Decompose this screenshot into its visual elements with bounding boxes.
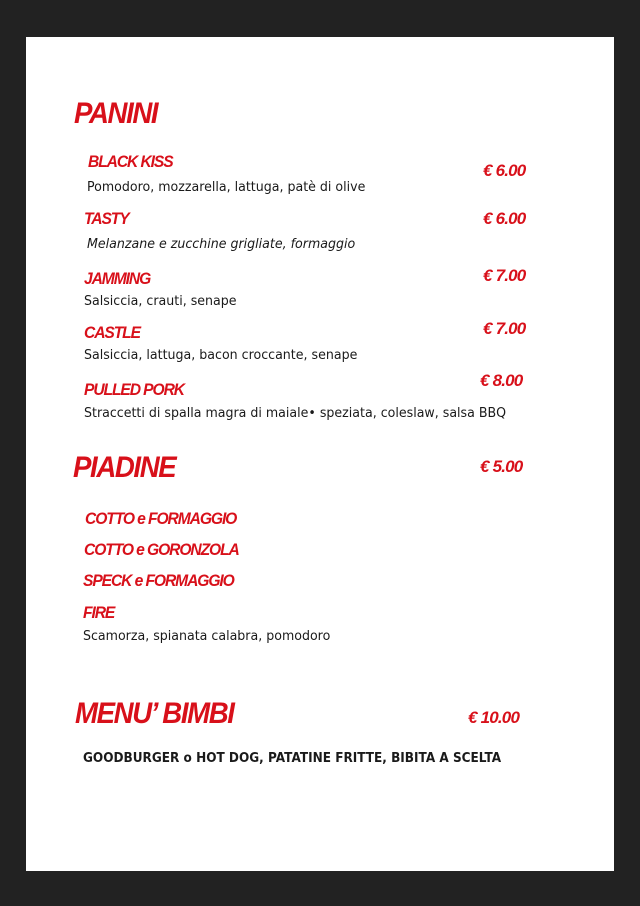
item-price-castle: € 7.00 bbox=[483, 319, 526, 338]
menu-bimbi-price: € 10.00 bbox=[468, 708, 520, 727]
item-name-tasty: TASTY bbox=[84, 209, 129, 228]
item-name-fire: FIRE bbox=[83, 603, 115, 622]
item-desc-black-kiss: Pomodoro, mozzarella, lattuga, patè di olive bbox=[87, 180, 366, 195]
menu-bimbi-desc: GOODBURGER o HOT DOG, PATATINE FRITTE, BIBITA A SCELTA bbox=[83, 751, 502, 766]
item-desc-fire: Scamorza, spianata calabra, pomodoro bbox=[83, 629, 331, 644]
item-desc-tasty: Melanzane e zucchine grigliate, formaggio bbox=[87, 237, 356, 252]
section-title-piadine: PIADINE bbox=[73, 451, 176, 484]
item-name-cotto-goronzola: COTTO e GORONZOLA bbox=[84, 540, 239, 559]
item-price-tasty: € 6.00 bbox=[483, 209, 526, 228]
section-title-menu-bimbi: MENU’ BIMBI bbox=[75, 697, 234, 730]
item-price-pulled-pork: € 8.00 bbox=[480, 371, 523, 390]
item-desc-castle: Salsiccia, lattuga, bacon croccante, senape bbox=[84, 348, 358, 363]
item-name-speck-formaggio: SPECK e FORMAGGIO bbox=[83, 571, 234, 590]
item-name-black-kiss: BLACK KISS bbox=[88, 152, 173, 171]
item-name-cotto-formaggio: COTTO e FORMAGGIO bbox=[85, 509, 237, 528]
section-title-panini: PANINI bbox=[74, 97, 158, 130]
item-desc-pulled-pork: Straccetti di spalla magra di maiale• speziata, coleslaw, salsa BBQ bbox=[84, 406, 507, 421]
item-name-castle: CASTLE bbox=[84, 323, 140, 342]
piadine-price: € 5.00 bbox=[480, 457, 523, 476]
item-desc-jamming: Salsiccia, crauti, senape bbox=[84, 294, 237, 309]
item-name-jamming: JAMMING bbox=[84, 269, 151, 288]
item-name-pulled-pork: PULLED PORK bbox=[84, 380, 184, 399]
item-price-jamming: € 7.00 bbox=[483, 266, 526, 285]
menu-page bbox=[26, 37, 614, 871]
item-price-black-kiss: € 6.00 bbox=[483, 161, 526, 180]
